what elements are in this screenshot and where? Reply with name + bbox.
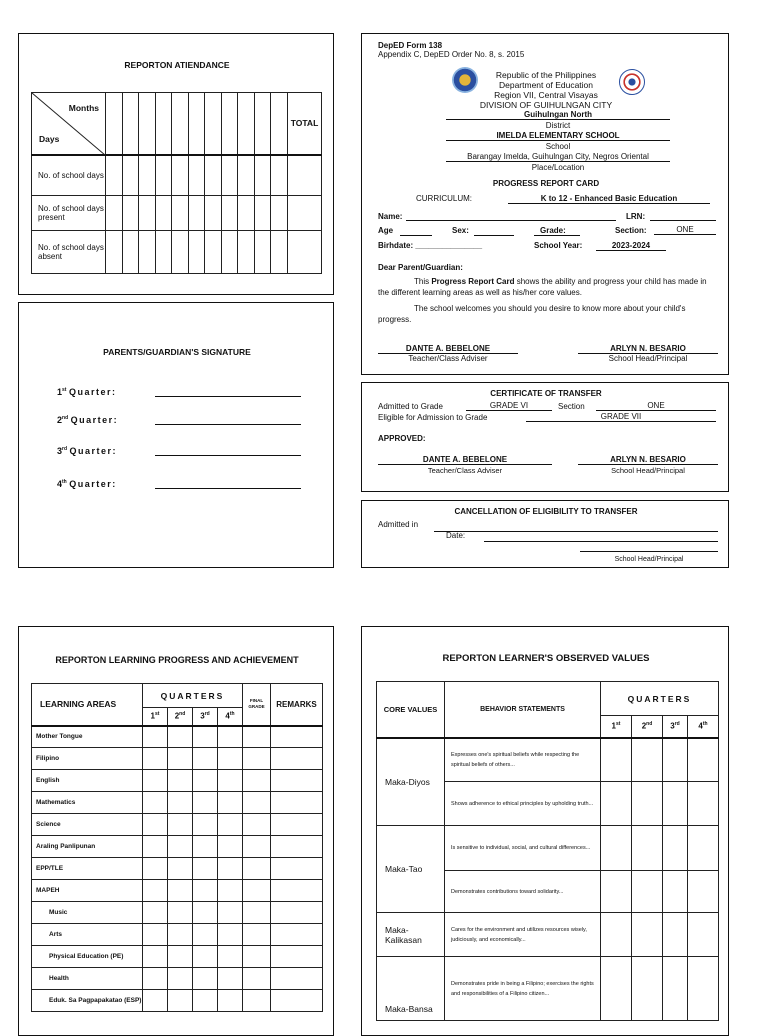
value-rating-cell[interactable]	[601, 826, 632, 871]
quarter-grade-cell[interactable]	[193, 770, 218, 792]
district-label: District	[545, 121, 571, 130]
final-grade-cell[interactable]	[243, 924, 271, 946]
learning-area-name: Arts	[32, 924, 143, 946]
department: Department of Education	[498, 80, 594, 90]
quarter-grade-cell[interactable]	[143, 902, 168, 924]
transfer-title: CERTIFICATE OF TRANSFER	[490, 389, 602, 398]
quarter-grade-cell[interactable]	[143, 990, 168, 1012]
remarks-header: REMARKS	[271, 684, 323, 726]
remarks-cell[interactable]	[271, 946, 323, 968]
learning-area-name: Science	[32, 814, 143, 836]
quarter-grade-cell[interactable]	[218, 814, 243, 836]
quarter-grade-cell[interactable]	[143, 880, 168, 902]
quarter-grade-cell[interactable]	[143, 836, 168, 858]
behavior-statement: Is sensitive to individual, social, and cultural differences...	[445, 826, 601, 871]
values-table	[376, 681, 719, 1021]
quarter-grade-cell[interactable]	[193, 748, 218, 770]
quarter-grade-cell[interactable]	[218, 990, 243, 1012]
republic: Republic of the Philippines	[495, 70, 597, 80]
value-rating-cell[interactable]	[601, 782, 632, 826]
value-rating-cell[interactable]	[632, 957, 663, 1021]
quarter-grade-cell[interactable]	[193, 792, 218, 814]
place-label: Place/Location	[531, 163, 585, 172]
core-value-label: Maka-Diyos	[377, 738, 445, 826]
value-rating-cell[interactable]	[601, 913, 632, 957]
cancellation-section	[361, 500, 729, 568]
quarter-grade-cell[interactable]	[218, 792, 243, 814]
region: Region VII, Central Visayas	[494, 90, 598, 100]
quarter-grade-cell[interactable]	[168, 792, 193, 814]
learning-area-name: Health	[32, 968, 143, 990]
school-year-value[interactable]: 2023-2024	[596, 241, 666, 251]
final-grade-cell[interactable]	[243, 968, 271, 990]
birthdate-label: Birhdate: _______________	[378, 241, 483, 250]
intro-paragraph: This Progress Report Card shows the ability and progress your child has made in the different learning areas as well as his/her core values.	[378, 277, 707, 297]
value-rating-cell[interactable]	[688, 913, 719, 957]
district-value: Guihulngan North	[446, 110, 670, 120]
quarter-grade-cell[interactable]	[168, 990, 193, 1012]
quarter-grade-cell[interactable]	[168, 880, 193, 902]
quarter-grade-cell[interactable]	[168, 924, 193, 946]
admitted-value[interactable]: GRADE VI	[466, 401, 552, 411]
quarter-grade-cell[interactable]	[143, 770, 168, 792]
learning-area-row	[32, 946, 323, 968]
quarter-grade-cell[interactable]	[168, 946, 193, 968]
value-row	[377, 913, 719, 957]
q1-header: 1st	[143, 708, 168, 726]
signature-section	[18, 302, 334, 568]
age-label: Age	[378, 226, 394, 235]
quarter-signature-row: 2nd Quarter:	[57, 415, 307, 425]
section-label: Section:	[615, 226, 647, 235]
attendance-row-label: No. of school days	[32, 155, 106, 196]
learning-area-name: EPP/TLE	[32, 858, 143, 880]
final-grade-cell[interactable]	[243, 946, 271, 968]
learning-area-name: Mother Tongue	[32, 726, 143, 748]
transfer-section	[361, 382, 729, 492]
value-rating-cell[interactable]	[688, 738, 719, 782]
quarter-grade-cell[interactable]	[193, 924, 218, 946]
transfer-head-role: School Head/Principal	[611, 466, 685, 475]
learning-area-name: Filipino	[32, 748, 143, 770]
signature-line[interactable]	[155, 455, 301, 456]
quarter-grade-cell[interactable]	[143, 946, 168, 968]
lrn-field[interactable]	[650, 220, 716, 221]
learning-title: REPORTON LEARNING PROGRESS AND ACHIEVEMENT	[55, 655, 299, 665]
value-row	[377, 738, 719, 782]
learning-area-row	[32, 858, 323, 880]
remarks-cell[interactable]	[271, 902, 323, 924]
behavior-statement: Expresses one's spiritual beliefs while respecting the spiritual beliefs of others...	[445, 738, 601, 782]
final-grade-cell[interactable]	[243, 990, 271, 1012]
final-grade-cell[interactable]	[243, 726, 271, 748]
quarter-grade-cell[interactable]	[193, 814, 218, 836]
quarter-grade-cell[interactable]	[143, 748, 168, 770]
months-label: Months	[68, 103, 99, 113]
quarter-grade-cell[interactable]	[218, 858, 243, 880]
head-role: School Head/Principal	[608, 354, 688, 363]
cancel-signature-line[interactable]	[580, 551, 718, 552]
remarks-cell[interactable]	[271, 726, 323, 748]
quarter-grade-cell[interactable]	[218, 924, 243, 946]
learning-area-row	[32, 902, 323, 924]
value-rating-cell[interactable]	[688, 871, 719, 913]
final-grade-header: FINAL GRADE	[243, 684, 271, 726]
transfer-section-value[interactable]: ONE	[596, 401, 716, 411]
value-rating-cell[interactable]	[632, 826, 663, 871]
quarter-grade-cell[interactable]	[193, 880, 218, 902]
quarter-grade-cell[interactable]	[218, 968, 243, 990]
quarter-grade-cell[interactable]	[168, 858, 193, 880]
dear-label: Dear Parent/Guardian:	[378, 263, 463, 272]
remarks-cell[interactable]	[271, 858, 323, 880]
value-rating-cell[interactable]	[663, 738, 688, 782]
remarks-cell[interactable]	[271, 748, 323, 770]
value-rating-cell[interactable]	[632, 913, 663, 957]
learning-area-name: Physical Education (PE)	[32, 946, 143, 968]
quarters-header: QUARTERS	[143, 684, 243, 708]
signature-line[interactable]	[155, 488, 301, 489]
quarter-signature-row: 4th Quarter:	[57, 479, 307, 489]
quarter-grade-cell[interactable]	[218, 880, 243, 902]
quarter-grade-cell[interactable]	[168, 748, 193, 770]
quarter-grade-cell[interactable]	[193, 990, 218, 1012]
value-rating-cell[interactable]	[601, 738, 632, 782]
head-name: ARLYN N. BESARIO	[578, 344, 718, 354]
core-value-label: Maka-Bansa	[377, 957, 445, 1021]
value-rating-cell[interactable]	[688, 957, 719, 1021]
learning-area-name: English	[32, 770, 143, 792]
eligible-value[interactable]: GRADE VII	[526, 412, 716, 422]
card-title: PROGRESS REPORT CARD	[492, 179, 600, 188]
name-field[interactable]	[406, 220, 616, 221]
behavior-statement: Cares for the environment and utilizes resources wisely, judiciously, and economically...	[445, 913, 601, 957]
final-grade-cell[interactable]	[243, 748, 271, 770]
value-rating-cell[interactable]	[663, 871, 688, 913]
vq3-header: 3rd	[663, 716, 688, 738]
section-value[interactable]: ONE	[654, 225, 716, 235]
learning-area-name: Mathematics	[32, 792, 143, 814]
behavior-statement: Demonstrates contributions toward solidarity...	[445, 871, 601, 913]
areas-header: LEARNING AREAS	[32, 684, 143, 726]
learning-area-row	[32, 726, 323, 748]
quarter-grade-cell[interactable]	[143, 924, 168, 946]
quarter-grade-cell[interactable]	[218, 836, 243, 858]
learning-area-row	[32, 770, 323, 792]
signature-line[interactable]	[155, 424, 301, 425]
learning-area-row	[32, 968, 323, 990]
cancel-date-field[interactable]	[484, 541, 718, 542]
quarter-grade-cell[interactable]	[168, 770, 193, 792]
value-rating-cell[interactable]	[663, 826, 688, 871]
cancel-title: CANCELLATION OF ELIGIBILITY TO TRANSFER	[454, 507, 638, 516]
name-label: Name:	[378, 212, 403, 221]
values-title: REPORTON LEARNER'S OBSERVED VALUES	[442, 653, 650, 664]
behavior-statement: Demonstrates pride in being a Filipino; exercises the rights and responsibilities of a Filipino citizen...	[445, 957, 601, 1021]
place-value: Barangay Imelda, Guihulngan City, Negros Oriental	[446, 152, 670, 162]
total-label: TOTAL	[288, 93, 322, 155]
sex-field[interactable]	[474, 235, 514, 236]
value-rating-cell[interactable]	[601, 871, 632, 913]
learning-table	[31, 683, 323, 1012]
learning-area-row	[32, 814, 323, 836]
curriculum-label: CURRICULUM:	[416, 194, 472, 203]
quarter-grade-cell[interactable]	[143, 792, 168, 814]
grade-label: Grade:	[540, 226, 566, 235]
remarks-cell[interactable]	[271, 880, 323, 902]
sex-label: Sex:	[452, 226, 469, 235]
quarter-grade-cell[interactable]	[193, 968, 218, 990]
transfer-teacher-name: DANTE A. BEBELONE	[378, 455, 552, 465]
quarter-grade-cell[interactable]	[168, 902, 193, 924]
quarter-signature-row: 3rd Quarter:	[57, 446, 307, 456]
value-rating-cell[interactable]	[688, 826, 719, 871]
quarter-grade-cell[interactable]	[143, 858, 168, 880]
value-row	[377, 826, 719, 871]
quarter-grade-cell[interactable]	[218, 946, 243, 968]
final-grade-cell[interactable]	[243, 902, 271, 924]
final-grade-cell[interactable]	[243, 792, 271, 814]
grade-field[interactable]	[534, 235, 580, 236]
quarter-grade-cell[interactable]	[168, 726, 193, 748]
value-rating-cell[interactable]	[632, 871, 663, 913]
learning-area-name: Eduk. Sa Pagpapakatao (ESP)	[32, 990, 143, 1012]
value-rating-cell[interactable]	[632, 738, 663, 782]
learning-area-row	[32, 990, 323, 1012]
school-year-label: School Year:	[534, 241, 583, 250]
cancel-date-label: Date:	[446, 531, 466, 540]
cancel-admitted-label: Admitted in	[378, 520, 419, 529]
transfer-teacher-role: Teacher/Class Adviser	[427, 466, 503, 475]
value-rating-cell[interactable]	[663, 957, 688, 1021]
q3-header: 3rd	[193, 708, 218, 726]
learning-progress-section	[18, 626, 334, 1036]
approved-label: APPROVED:	[378, 434, 426, 443]
value-rating-cell[interactable]	[601, 957, 632, 1021]
learning-area-row	[32, 748, 323, 770]
remarks-cell[interactable]	[271, 968, 323, 990]
quarter-grade-cell[interactable]	[143, 968, 168, 990]
welcome-paragraph: The school welcomes you should you desire to know more about your child's progress.	[378, 304, 686, 324]
behavior-header: BEHAVIOR STATEMENTS	[445, 682, 601, 738]
remarks-cell[interactable]	[271, 924, 323, 946]
attendance-section	[18, 33, 334, 295]
observed-values-section	[361, 626, 729, 1036]
teacher-role: Teacher/Class Adviser	[408, 354, 488, 363]
quarter-grade-cell[interactable]	[168, 814, 193, 836]
cancel-head-role: School Head/Principal	[614, 556, 684, 563]
months-days-header	[32, 93, 106, 155]
eligible-label: Eligible for Admission to Grade	[378, 413, 488, 422]
quarter-signature-row: 1st Quarter:	[57, 387, 307, 397]
value-row	[377, 957, 719, 1021]
quarter-grade-cell[interactable]	[193, 858, 218, 880]
final-grade-cell[interactable]	[243, 814, 271, 836]
remarks-cell[interactable]	[271, 836, 323, 858]
behavior-statement: Shows adherence to ethical principles by upholding truth...	[445, 782, 601, 826]
vq4-header: 4th	[688, 716, 719, 738]
final-grade-cell[interactable]	[243, 858, 271, 880]
core-value-label: Maka-Tao	[377, 826, 445, 913]
quarter-grade-cell[interactable]	[193, 726, 218, 748]
learning-area-name: MAPEH	[32, 880, 143, 902]
quarter-grade-cell[interactable]	[143, 814, 168, 836]
attendance-row-label: No. of school days present	[32, 196, 106, 231]
attendance-title: REPORTON ATIENDANCE	[124, 60, 230, 70]
lrn-label: LRN:	[626, 212, 646, 221]
q2-header: 2nd	[168, 708, 193, 726]
final-grade-cell[interactable]	[243, 880, 271, 902]
quarter-grade-cell[interactable]	[168, 968, 193, 990]
remarks-cell[interactable]	[271, 770, 323, 792]
attendance-row-label: No. of school days absent	[32, 231, 106, 274]
school-label: School	[545, 142, 571, 151]
learning-area-row	[32, 924, 323, 946]
value-rating-cell[interactable]	[663, 913, 688, 957]
learning-area-name: Music	[32, 902, 143, 924]
vq1-header: 1st	[601, 716, 632, 738]
remarks-cell[interactable]	[271, 792, 323, 814]
final-grade-cell[interactable]	[243, 836, 271, 858]
value-rating-cell[interactable]	[663, 782, 688, 826]
core-values-header: CORE VALUES	[377, 682, 445, 738]
learning-area-row	[32, 836, 323, 858]
quarter-grade-cell[interactable]	[218, 726, 243, 748]
days-label: Days	[39, 133, 60, 144]
value-rating-cell[interactable]	[688, 782, 719, 826]
quarter-grade-cell[interactable]	[143, 726, 168, 748]
division: DIVISION OF GUIHULNGAN CITY	[479, 100, 613, 110]
learning-area-name: Araling Panlipunan	[32, 836, 143, 858]
signature-title: PARENTS/GUARDIAN'S SIGNATURE	[103, 347, 251, 357]
teacher-name: DANTE A. BEBELONE	[378, 344, 518, 354]
final-grade-cell[interactable]	[243, 770, 271, 792]
admitted-label: Admitted to Grade	[378, 402, 443, 411]
report-card-section	[361, 33, 729, 375]
form-number: DepED Form 138	[378, 41, 443, 50]
transfer-section-label: Section	[558, 402, 585, 411]
quarter-grade-cell[interactable]	[168, 836, 193, 858]
age-field[interactable]	[400, 235, 432, 236]
quarter-grade-cell[interactable]	[218, 770, 243, 792]
values-quarters-header: QUARTERS	[601, 682, 719, 716]
value-rating-cell[interactable]	[632, 782, 663, 826]
school-value: IMELDA ELEMENTARY SCHOOL	[446, 131, 670, 141]
appendix: Appendix C, DepED Order No. 8, s. 2015	[378, 50, 525, 59]
learning-area-row	[32, 792, 323, 814]
cancel-admitted-field[interactable]	[434, 531, 718, 532]
quarter-grade-cell[interactable]	[193, 902, 218, 924]
signature-line[interactable]	[155, 396, 301, 397]
quarter-grade-cell[interactable]	[218, 748, 243, 770]
q4-header: 4th	[218, 708, 243, 726]
remarks-cell[interactable]	[271, 814, 323, 836]
quarter-grade-cell[interactable]	[193, 946, 218, 968]
transfer-head-name: ARLYN N. BESARIO	[578, 455, 718, 465]
vq2-header: 2nd	[632, 716, 663, 738]
learning-area-row	[32, 880, 323, 902]
quarter-grade-cell[interactable]	[218, 902, 243, 924]
remarks-cell[interactable]	[271, 990, 323, 1012]
curriculum-value: K to 12 - Enhanced Basic Education	[508, 194, 710, 204]
quarter-grade-cell[interactable]	[193, 836, 218, 858]
attendance-table	[31, 92, 322, 274]
core-value-label: Maka-Kalikasan	[377, 913, 445, 957]
